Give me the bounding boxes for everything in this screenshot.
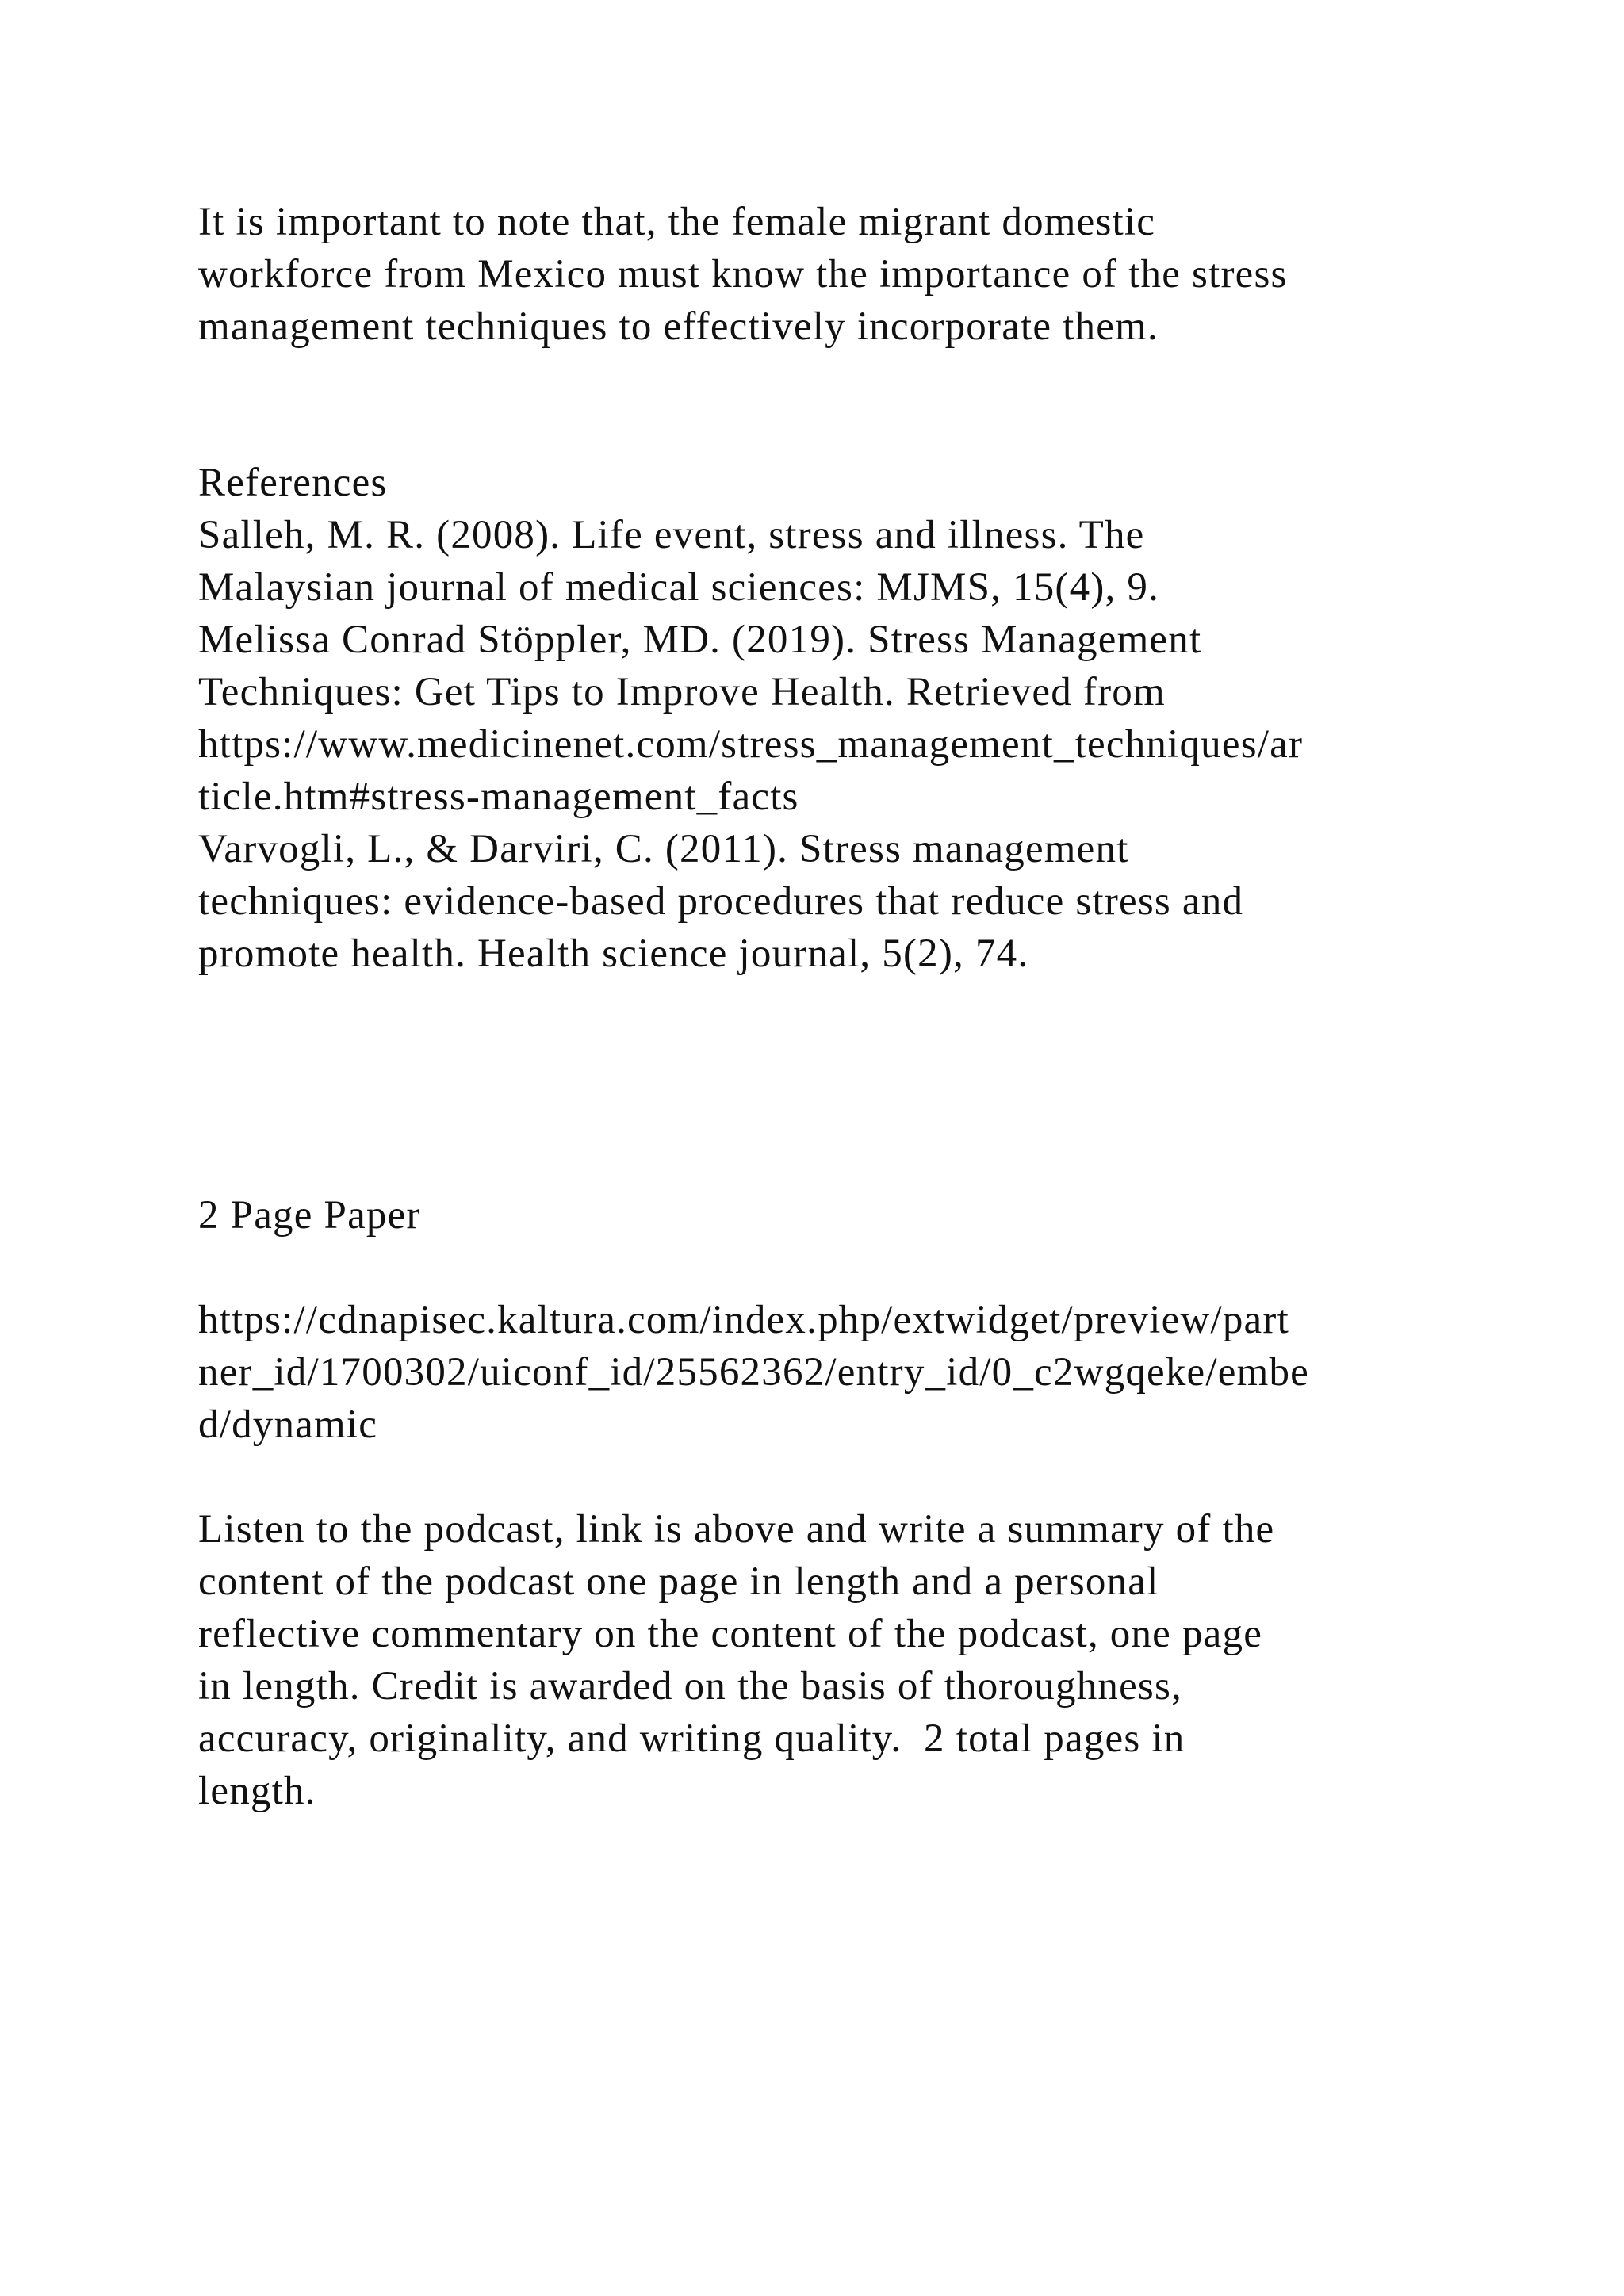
reference-link-line: ticle.htm#stress-management_facts xyxy=(198,775,799,819)
assignment-title: 2 Page Paper xyxy=(198,1193,421,1238)
reference-line: Salleh, M. R. (2008). Life event, stress and illness. The xyxy=(198,513,1145,557)
instructions-line: reflective commentary on the content of the podcast, one page xyxy=(198,1612,1263,1656)
paragraph-line: workforce from Mexico must know the importance of the stress xyxy=(198,252,1288,297)
podcast-link-line: ner_id/1700302/uiconf_id/25562362/entry_id/0_c2wgqeke/embe xyxy=(198,1350,1310,1395)
reference-line: Techniques: Get Tips to Improve Health. Retrieved from xyxy=(198,670,1166,714)
podcast-link-line: https://cdnapisec.kaltura.com/index.php/extwidget/preview/part xyxy=(198,1298,1289,1342)
instructions-line: length. xyxy=(198,1769,316,1813)
paragraph-line: It is important to note that, the female migrant domestic xyxy=(198,200,1156,244)
reference-link-line: https://www.medicinenet.com/stress_management_techniques/ar xyxy=(198,722,1304,767)
instructions-line: content of the podcast one page in length and a personal xyxy=(198,1559,1159,1604)
references-heading: References xyxy=(198,461,388,505)
reference-line: Malaysian journal of medical sciences: MJMS, 15(4), 9. xyxy=(198,565,1160,610)
reference-line: promote health. Health science journal, 5(2), 74. xyxy=(198,932,1029,976)
instructions-line: in length. Credit is awarded on the basis of thoroughness, xyxy=(198,1664,1182,1709)
instructions-line: accuracy, originality, and writing quality. 2 total pages in xyxy=(198,1716,1185,1761)
reference-line: Varvogli, L., & Darviri, C. (2011). Stress management xyxy=(198,827,1129,871)
instructions-line: Listen to the podcast, link is above and write a summary of the xyxy=(198,1507,1275,1552)
reference-line: Melissa Conrad Stöppler, MD. (2019). Stress Management xyxy=(198,618,1202,662)
paragraph-line: management techniques to effectively incorporate them. xyxy=(198,304,1159,349)
reference-line: techniques: evidence-based procedures that reduce stress and xyxy=(198,879,1244,924)
podcast-link-line: d/dynamic xyxy=(198,1402,378,1447)
